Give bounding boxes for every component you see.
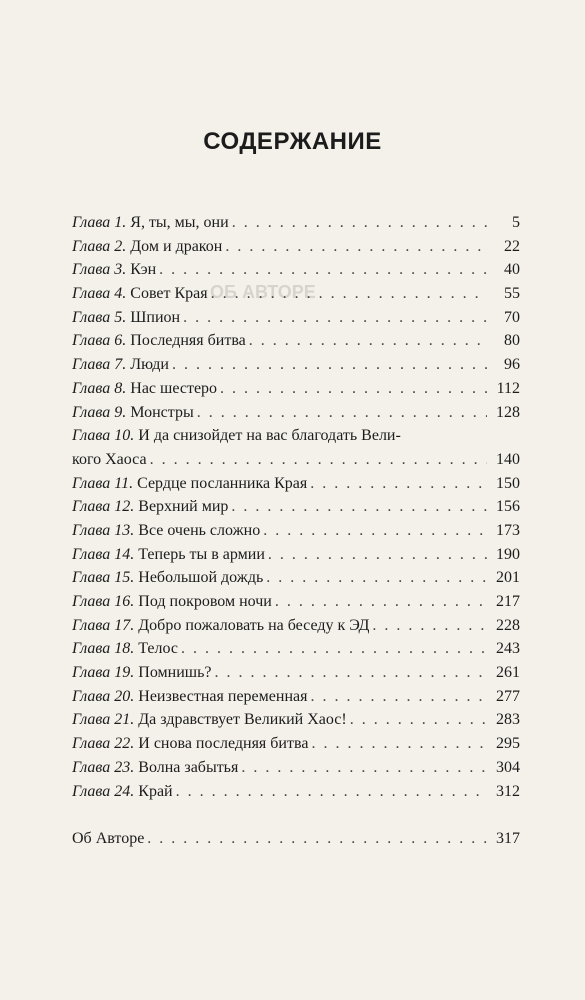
chapter-label: Глава 2. [72,237,127,255]
leader-dots [183,309,487,327]
toc-entry [72,783,520,807]
chapter-label: Глава 8. [72,379,127,397]
toc-entry [72,735,520,759]
toc-entry-continuation [72,451,520,475]
page-number: 96 [504,356,520,374]
toc-entry [72,356,520,380]
leader-dots [249,332,487,350]
page-number: 261 [496,664,520,682]
chapter-label: Глава 12. [72,498,135,516]
chapter-title: Совет Края [130,285,208,303]
chapter-label: Глава 5. [72,308,127,326]
chapter-label: Глава 13. [72,521,135,539]
chapter-title: Край [138,782,173,800]
page-number: 150 [496,474,520,492]
chapter-label: Глава 23. [72,758,135,776]
toc-entry [72,475,520,499]
toc-entry [72,285,520,309]
toc-entry [72,688,520,712]
bleed-through-heading: ОБ АВТОРЕ [210,282,316,302]
table-of-contents [72,214,520,854]
page-number: 312 [496,782,520,800]
chapter-label: Глава 21. [72,711,135,729]
page-number: 295 [496,735,520,753]
chapter-title: Нас шестеро [130,379,218,397]
chapter-label: Глава 17. [72,616,135,634]
chapter-label: Глава 14. [72,545,135,563]
page-number: 304 [496,758,520,776]
leader-dots [214,664,487,682]
chapter-title: Верхний мир [138,498,229,516]
leader-dots [263,522,487,540]
chapter-title: Неизвестная переменная [138,687,308,705]
leader-dots [172,356,487,374]
page-number: 201 [496,569,520,587]
page-number: 217 [496,593,520,610]
page-number: 140 [496,450,520,468]
leader-dots [181,640,487,658]
leader-dots [241,759,487,777]
chapter-label: Глава 10. [72,427,135,445]
toc-entry [72,617,520,641]
page-number: 22 [504,237,520,255]
chapter-label: Глава 20. [72,687,135,705]
leader-dots [275,593,487,611]
page-number: 70 [504,308,520,326]
leader-dots [310,688,487,706]
chapter-title: Телос [138,640,179,658]
chapter-title: Дом и дракон [130,237,223,255]
toc-entry [72,404,520,428]
leader-dots [231,498,487,516]
page-number: 156 [496,498,520,516]
toc-entry [72,498,520,522]
page-number: 277 [496,687,520,705]
toc-entry [72,309,520,333]
toc-entry [72,664,520,688]
leader-dots [211,285,487,303]
chapter-label: Глава 22. [72,735,135,753]
toc-entry [72,380,520,404]
chapter-title: Шпион [130,308,181,326]
chapter-label: Глава 3. [72,261,127,279]
toc-entry [72,711,520,735]
chapter-label: Глава 9. [72,403,127,421]
chapter-title: Последняя битва [130,332,246,350]
page-number: 80 [504,332,520,350]
chapter-title: Люди [130,356,169,374]
chapter-title: Об Авторе [72,830,145,848]
page-number: 228 [496,616,520,634]
leader-dots [266,569,487,587]
chapter-label: Глава 4. [72,285,127,303]
toc-entry [72,546,520,570]
page-number: 55 [504,285,520,303]
chapter-label: Глава 11. [72,474,134,492]
leader-dots [350,711,487,729]
chapter-label: Глава 1. [72,214,127,231]
chapter-title: Добро пожаловать на беседу к ЭД [138,616,370,634]
toc-entry [72,569,520,593]
page-number: 283 [496,711,520,729]
toc-entry [72,261,520,285]
toc-entry [72,332,520,356]
toc-entry [72,759,520,783]
chapter-title: кого Хаоса [72,450,147,468]
chapter-label: Глава 7. [72,356,127,374]
page-number: 190 [496,545,520,563]
chapter-label: Глава 19. [72,664,135,682]
chapter-label: Глава 24. [72,782,135,800]
leader-dots [268,546,487,564]
leader-dots [310,475,487,493]
page-number: 317 [496,830,520,848]
page-number: 243 [496,640,520,658]
chapter-label: Глава 18. [72,640,135,658]
chapter-title: Все очень сложно [138,521,261,539]
leader-dots [150,451,487,469]
leader-dots [225,238,487,256]
leader-dots [176,783,487,801]
chapter-label: Глава 16. [72,593,135,610]
toc-entry [72,593,520,617]
page-number: 40 [504,261,520,279]
toc-entry [72,427,520,451]
leader-dots [311,735,487,753]
toc-entry [72,640,520,664]
page-number: 173 [496,521,520,539]
page-title: СОДЕРЖАНИЕ [203,128,382,155]
toc-entry [72,522,520,546]
toc-entry-about [72,830,520,854]
leader-dots [372,617,487,635]
chapter-title: Под покровом ночи [138,593,272,610]
chapter-label: Глава 15. [72,569,135,587]
toc-entry [72,238,520,262]
leader-dots [232,214,487,232]
chapter-title: И да снизойдет на вас благодать Вели- [138,427,401,445]
chapter-title: Кэн [130,261,157,279]
chapter-title: Небольшой дождь [138,569,264,587]
chapter-label: Глава 6. [72,332,127,350]
leader-dots [220,380,487,398]
leader-dots [147,830,487,848]
chapter-title: Я, ты, мы, они [130,214,229,231]
leader-dots [197,404,487,422]
chapter-title: Да здравствует Великий Хаос! [138,711,347,729]
page-number: 112 [496,379,520,397]
chapter-title: Помнишь? [138,664,212,682]
chapter-title: И снова последняя битва [138,735,309,753]
page-number: 128 [496,403,520,421]
leader-dots [159,261,487,279]
chapter-title: Волна забытья [138,758,239,776]
toc-entry [72,214,520,238]
chapter-title: Сердце посланника Края [137,474,308,492]
page-number: 5 [512,214,520,231]
chapter-title: Теперь ты в армии [138,545,265,563]
chapter-title: Монстры [130,403,194,421]
